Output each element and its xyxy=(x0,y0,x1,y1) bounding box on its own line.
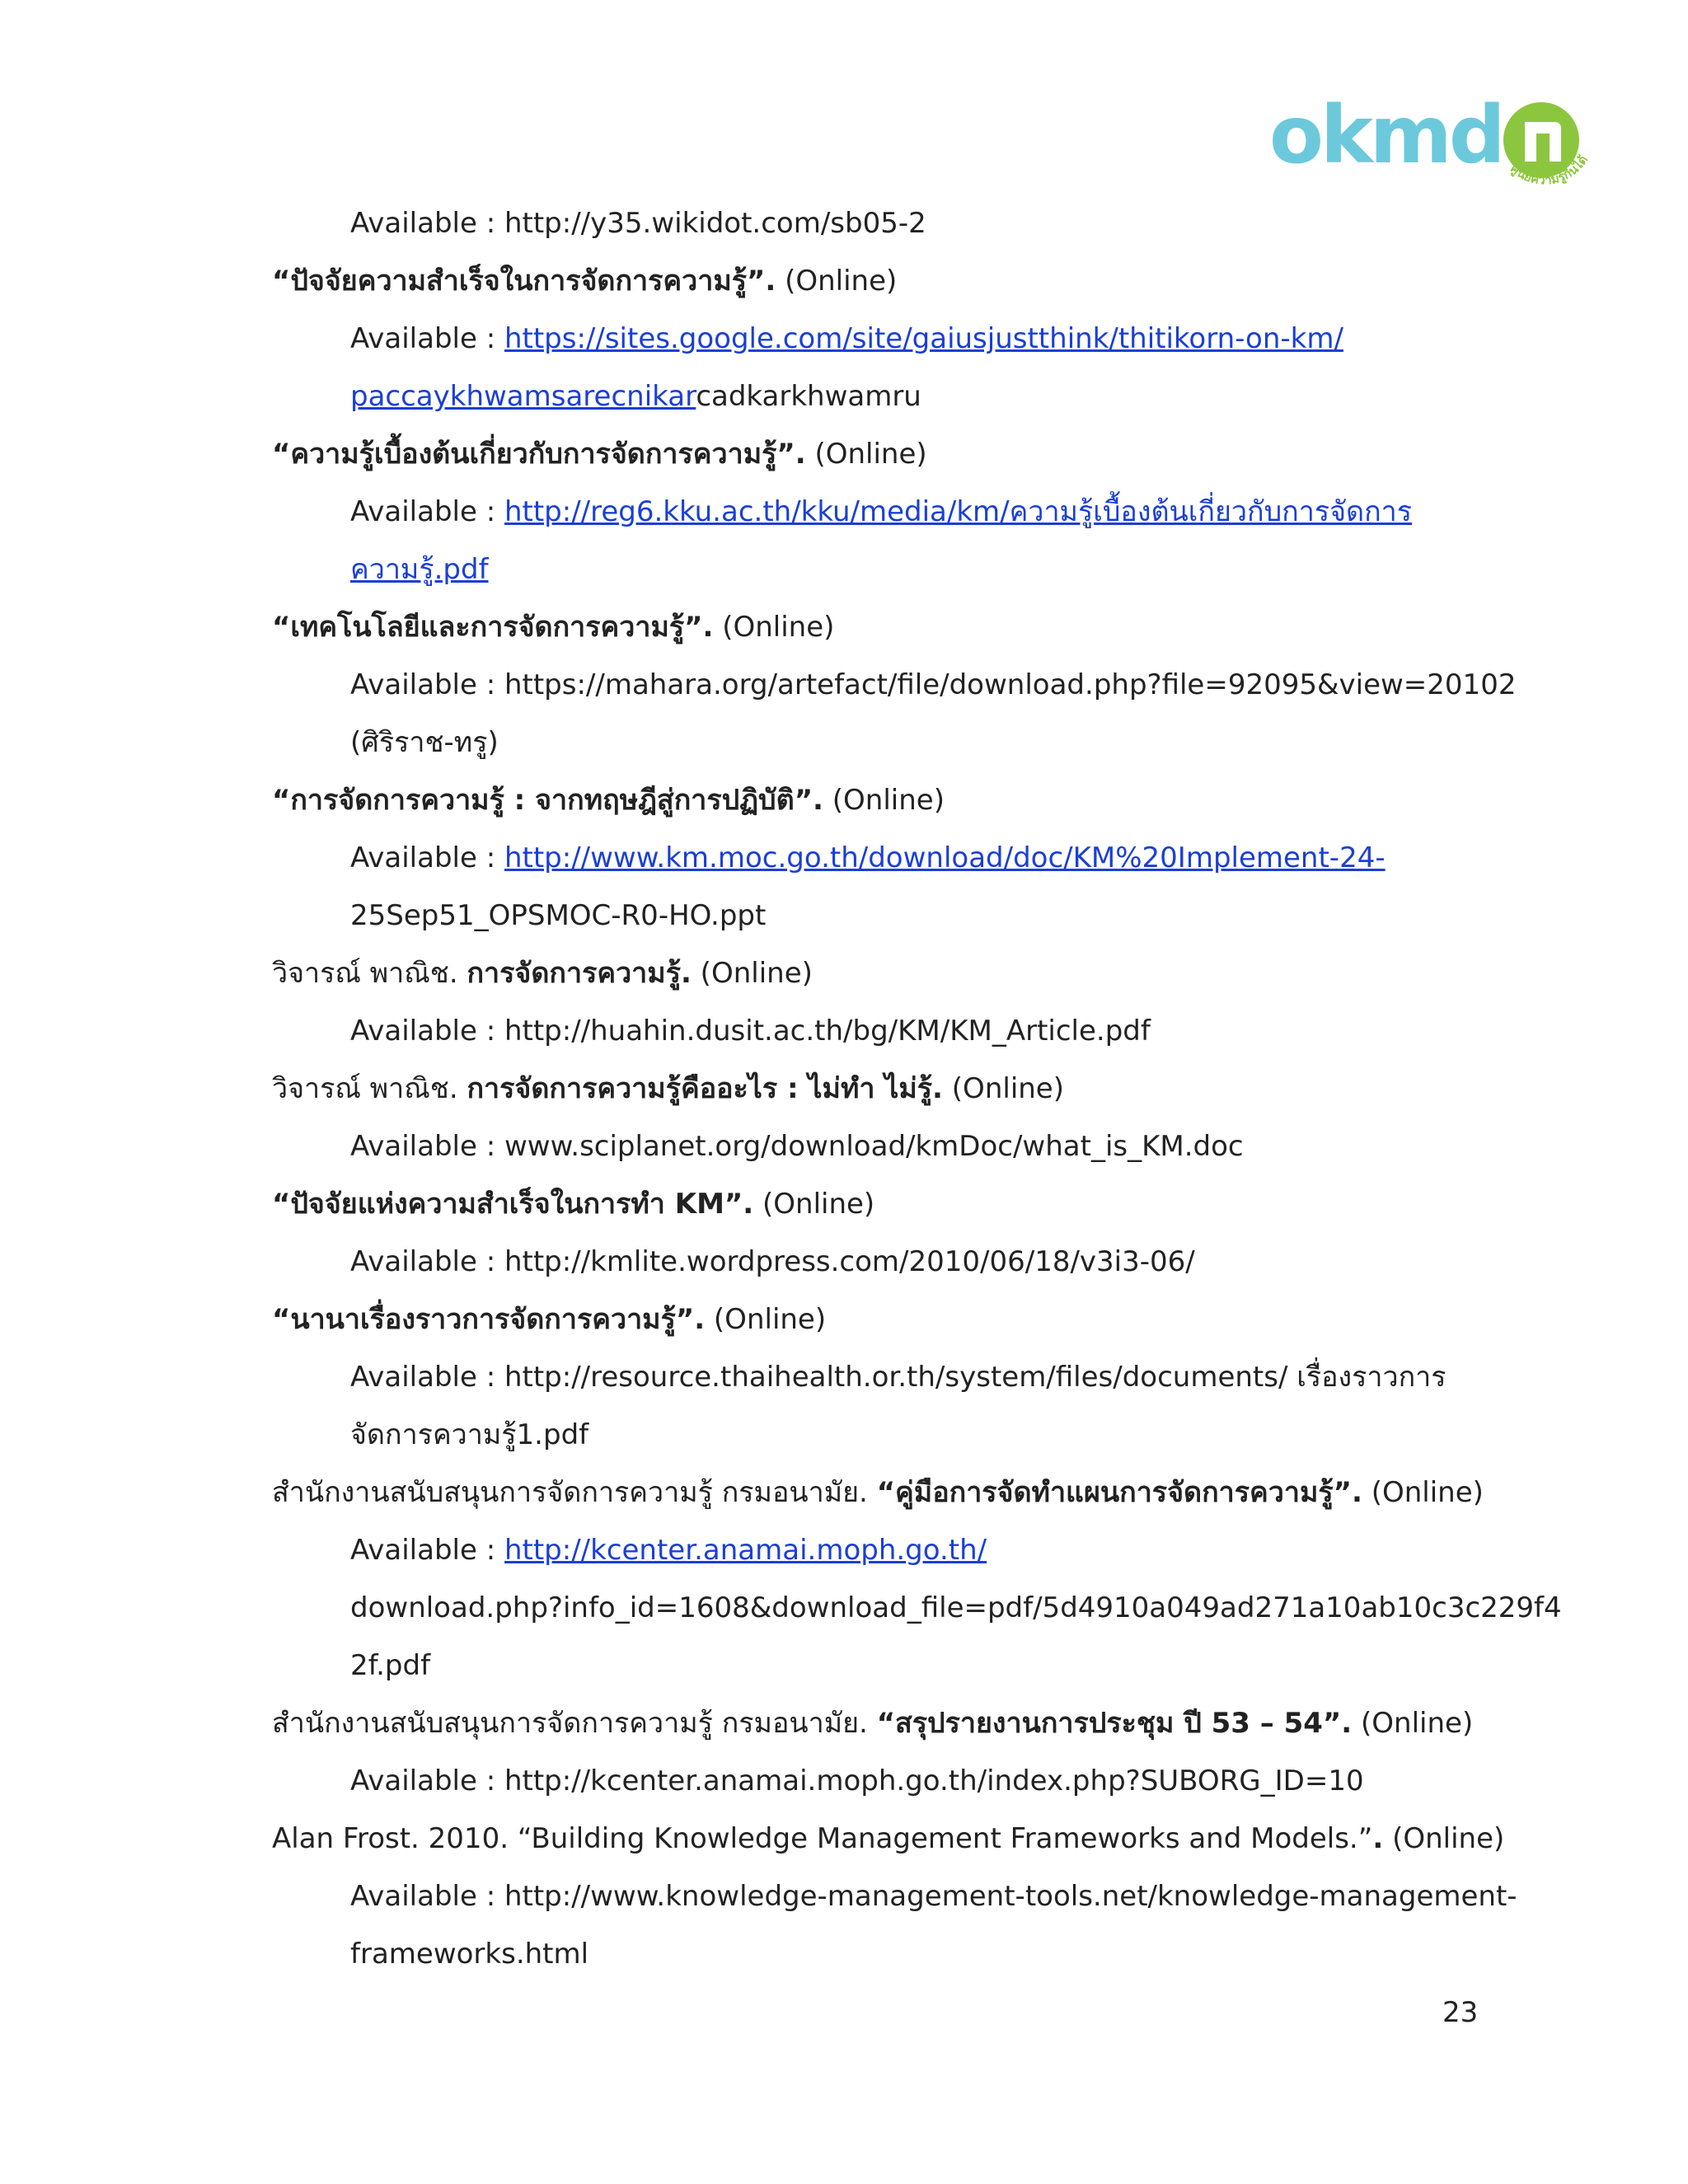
reference-url: cadkarkhwamru xyxy=(696,380,921,413)
online-tag: (Online) xyxy=(1352,1707,1474,1740)
reference-availability xyxy=(272,1637,1508,1694)
reference-entry xyxy=(272,1694,1508,1752)
reference-availability xyxy=(272,1233,1508,1291)
online-tag: (Online) xyxy=(1383,1822,1505,1855)
reference-availability xyxy=(272,1348,1508,1406)
online-tag: (Online) xyxy=(705,1303,827,1336)
reference-link[interactable]: http://kcenter.anamai.moph.go.th/ xyxy=(504,1534,987,1567)
reference-availability xyxy=(272,656,1517,714)
reference-entry xyxy=(272,425,1508,483)
reference-availability xyxy=(272,1002,1508,1060)
online-tag: (Online) xyxy=(1362,1476,1484,1509)
available-label: Available : xyxy=(350,207,504,240)
reference-url: http://kcenter.anamai.moph.go.th/index.php?SUBORG_ID=10 xyxy=(504,1765,1364,1797)
available-label: Available : xyxy=(350,1015,504,1047)
available-label: Available : xyxy=(350,1361,504,1394)
reference-availability xyxy=(272,483,1508,541)
reference-author: สำนักงานสนับสนุนการจัดการความรู้ กรมอนามัย. xyxy=(272,1476,877,1509)
reference-link[interactable]: http://reg6.kku.ac.th/kku/media/km/ความรู้เบื้องต้นเกี่ยวกับการจัดการ xyxy=(504,495,1413,528)
reference-title: การจัดการความรู้คืออะไร : ไม่ทำ ไม่รู้. xyxy=(467,1072,943,1105)
reference-availability xyxy=(272,1521,1508,1579)
reference-entry xyxy=(272,1060,1508,1118)
okmd-badge-text: ศูนย์ความรู้กินได้ xyxy=(1507,152,1592,188)
reference-author: วิจารณ์ พาณิช. xyxy=(272,1072,467,1105)
available-label: Available : xyxy=(350,841,504,874)
okmd-logo-word: okmd xyxy=(1269,89,1503,181)
reference-availability xyxy=(272,1406,1508,1464)
reference-url: https://mahara.org/artefact/file/download.php?file=92095&view=20102 xyxy=(504,668,1517,701)
online-tag: (Online) xyxy=(691,957,813,990)
reference-entry xyxy=(272,771,1508,829)
reference-availability xyxy=(272,829,1508,887)
page-number: 23 xyxy=(1442,1996,1479,2029)
reference-link[interactable]: paccaykhwamsarecnikar xyxy=(350,380,696,413)
reference-title: “การจัดการความรู้ : จากทฤษฎีสู่การปฏิบัติ”. xyxy=(272,784,823,817)
available-label: Available : xyxy=(350,1245,504,1278)
reference-url: http://kmlite.wordpress.com/2010/06/18/v3i3-06/ xyxy=(504,1245,1195,1278)
online-tag: (Online) xyxy=(776,265,898,298)
reference-link[interactable]: http://www.km.moc.go.th/download/doc/KM%20Implement-24- xyxy=(504,841,1386,874)
reference-url: http://resource.thaihealth.or.th/system/files/documents/ เรื่องราวการ xyxy=(504,1361,1447,1394)
reference-availability xyxy=(272,541,1508,598)
available-label: Available : xyxy=(350,1880,504,1913)
reference-title: “เทคโนโลยีและการจัดการความรู้”. xyxy=(272,611,714,644)
reference-url: 2f.pdf xyxy=(350,1649,431,1682)
reference-title: “ปัจจัยแห่งความสำเร็จในการทำ KM”. xyxy=(272,1188,754,1221)
reference-url: จัดการความรู้1.pdf xyxy=(350,1418,589,1451)
reference-title: “นานาเรื่องราวการจัดการความรู้”. xyxy=(272,1303,706,1336)
reference-title: “สรุปรายงานการประชุม ปี 53 – 54”. xyxy=(876,1707,1353,1740)
available-label: Available : xyxy=(350,668,504,701)
reference-availability xyxy=(272,1579,1562,1637)
reference-availability xyxy=(272,310,1508,368)
available-label: Available : xyxy=(350,1130,504,1163)
reference-link[interactable]: https://sites.google.com/site/gaiusjustthink/thitikorn-on-km/ xyxy=(504,322,1343,355)
reference-url: download.php?info_id=1608&download_file=pdf/5d4910a049ad271a10ab10c3c229f4 xyxy=(350,1591,1562,1624)
reference-title: “คู่มือการจัดทำแผนการจัดการความรู้”. xyxy=(876,1476,1362,1509)
reference-entry xyxy=(272,1175,1508,1233)
reference-availability xyxy=(272,1752,1508,1810)
reference-link[interactable]: ความรู้.pdf xyxy=(350,553,489,586)
reference-availability xyxy=(272,1118,1508,1175)
reference-availability xyxy=(272,887,1508,944)
reference-url: http://y35.wikidot.com/sb05-2 xyxy=(504,207,926,240)
reference-url: http://huahin.dusit.ac.th/bg/KM/KM_Article.pdf xyxy=(504,1015,1151,1047)
okmd-badge-icon xyxy=(1492,91,1607,206)
reference-availability xyxy=(272,1925,1508,1983)
online-tag: (Online) xyxy=(753,1188,875,1221)
reference-entry xyxy=(272,598,1508,656)
reference-entry xyxy=(272,1810,1508,1868)
reference-author: Alan Frost. 2010. “Building Knowledge Management Frameworks and Models.” xyxy=(272,1822,1373,1855)
reference-availability xyxy=(272,1868,1517,1925)
reference-url: 25Sep51_OPSMOC-R0-HO.ppt xyxy=(350,899,767,932)
reference-title: . xyxy=(1372,1822,1384,1855)
online-tag: (Online) xyxy=(823,784,945,817)
reference-list xyxy=(272,194,1562,1983)
reference-entry xyxy=(272,944,1508,1002)
reference-availability xyxy=(272,714,1508,771)
reference-author: สำนักงานสนับสนุนการจัดการความรู้ กรมอนามัย. xyxy=(272,1707,877,1740)
reference-entry xyxy=(272,252,1508,310)
reference-title: “ความรู้เบื้องต้นเกี่ยวกับการจัดการความรู้”. xyxy=(272,438,806,471)
available-label: Available : xyxy=(350,1534,504,1567)
reference-url: frameworks.html xyxy=(350,1938,589,1971)
available-label: Available : xyxy=(350,1765,504,1797)
reference-url: www.sciplanet.org/download/kmDoc/what_is_KM.doc xyxy=(504,1130,1244,1163)
online-tag: (Online) xyxy=(713,611,835,644)
reference-availability xyxy=(272,194,1508,252)
available-label: Available : xyxy=(350,322,504,355)
online-tag: (Online) xyxy=(805,438,927,471)
available-label: Available : xyxy=(350,495,504,528)
reference-entry xyxy=(272,1464,1508,1521)
online-tag: (Online) xyxy=(942,1072,1064,1105)
reference-availability xyxy=(272,368,1508,425)
reference-author: วิจารณ์ พาณิช. xyxy=(272,957,467,990)
reference-title: การจัดการความรู้. xyxy=(467,957,692,990)
reference-url: http://www.knowledge-management-tools.net/knowledge-management- xyxy=(504,1880,1517,1913)
okmd-logo xyxy=(1261,82,1607,206)
reference-entry xyxy=(272,1291,1508,1348)
reference-title: “ปัจจัยความสำเร็จในการจัดการความรู้”. xyxy=(272,265,776,298)
reference-url: (ศิริราช-ทรู) xyxy=(350,726,499,759)
